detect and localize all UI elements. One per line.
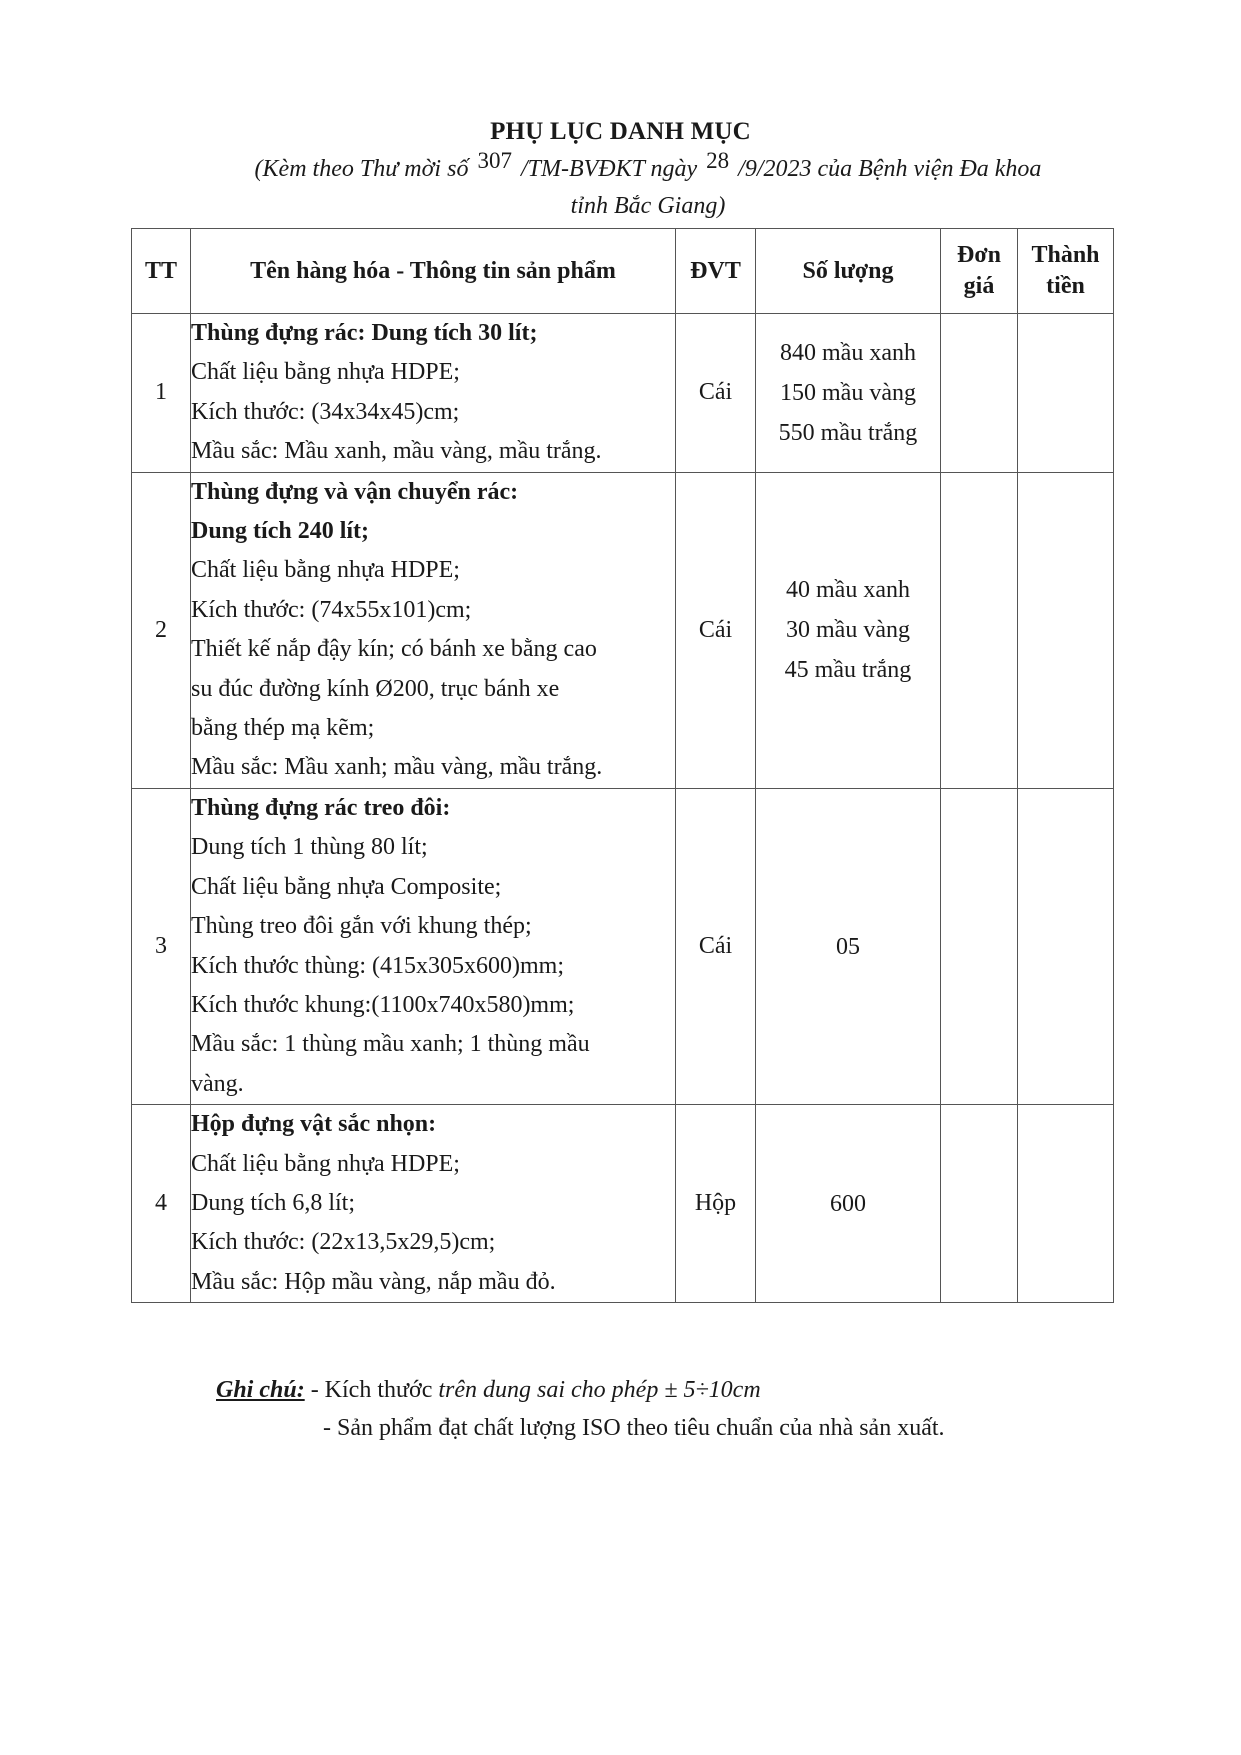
subtitle-part2: /TM-BVĐKT ngày — [520, 156, 698, 182]
product-spec-line: Dung tích 1 thùng 80 lít; — [191, 834, 428, 861]
cell-description — [191, 1105, 676, 1303]
product-spec-line: Chất liệu bằng nhựa HDPE; — [191, 359, 460, 386]
quantity-line: 30 mầu vàng — [786, 617, 910, 644]
quantity-line: 550 mầu trắng — [778, 419, 918, 446]
letter-day: 28 — [706, 148, 730, 173]
product-spec-line: Thùng treo đôi gắn với khung thép; — [191, 913, 532, 940]
cell-total — [1018, 788, 1114, 1104]
header-unit-price-line1: Đơn — [957, 242, 1001, 268]
product-spec-line: Chất liệu bằng nhựa HDPE; — [191, 1150, 460, 1177]
product-name-line: Dung tích 240 lít; — [191, 518, 370, 545]
product-spec-line: vàng. — [191, 1070, 244, 1097]
cell-quantity — [756, 1105, 941, 1303]
subtitle-line2: tỉnh Bắc Giang) — [570, 193, 726, 219]
cell-tt: 3 — [132, 788, 191, 1104]
table-row — [132, 314, 1114, 473]
product-spec-line: Chất liệu bằng nhựa HDPE; — [191, 557, 460, 584]
product-name-line: Thùng đựng rác treo đôi: — [191, 794, 451, 821]
product-spec-line: bằng thép mạ kẽm; — [191, 715, 375, 742]
product-name-line: Thùng đựng rác: Dung tích 30 lít; — [191, 320, 538, 346]
quantity-line: 40 mầu xanh — [786, 577, 910, 604]
cell-quantity — [756, 314, 941, 473]
product-spec-line: Mầu sắc: Mầu xanh, mầu vàng, mầu trắng. — [191, 438, 602, 465]
header-total — [1018, 229, 1114, 314]
cell-quantity — [756, 472, 941, 788]
product-table — [131, 228, 1114, 1303]
header-total-line1: Thành — [1031, 242, 1100, 268]
cell-unit-price — [941, 788, 1018, 1104]
quantity-line: 840 mầu xanh — [780, 339, 916, 366]
header-unit-price-line2: giá — [963, 273, 995, 299]
table-header-row — [132, 229, 1114, 314]
product-spec-line: Mầu sắc: 1 thùng mầu xanh; 1 thùng mầu — [191, 1031, 590, 1058]
table-row — [132, 788, 1114, 1104]
cell-description — [191, 472, 676, 788]
table-row — [132, 1105, 1114, 1303]
note-line1-italic: trên dung sai cho phép ± 5÷10cm — [438, 1377, 761, 1403]
note-label: Ghi chú: — [216, 1377, 305, 1403]
quantity-line: 05 — [836, 933, 860, 960]
cell-unit-price — [941, 314, 1018, 473]
header-tt: TT — [132, 229, 191, 314]
subtitle-part3: /9/2023 của Bệnh viện Đa khoa — [738, 156, 1042, 182]
product-spec-line: Thiết kế nắp đậy kín; có bánh xe bằng cao — [191, 636, 597, 663]
header-unit: ĐVT — [676, 229, 756, 314]
subtitle-part1: (Kèm theo Thư mời số — [254, 156, 469, 182]
cell-quantity — [756, 788, 941, 1104]
product-spec-line: su đúc đường kính Ø200, trục bánh xe — [191, 675, 560, 702]
note — [216, 1370, 761, 1410]
cell-unit: Cái — [676, 788, 756, 1104]
cell-total — [1018, 314, 1114, 473]
header-name: Tên hàng hóa - Thông tin sản phẩm — [191, 229, 676, 314]
table-body — [132, 314, 1114, 1303]
note-line1-prefix: - Kích thước — [310, 1377, 433, 1403]
product-spec-line: Chất liệu bằng nhựa Composite; — [191, 873, 502, 900]
product-spec-line: Mầu sắc: Hộp mầu vàng, nắp mầu đỏ. — [191, 1268, 556, 1295]
cell-unit-price — [941, 472, 1018, 788]
cell-tt: 4 — [132, 1105, 191, 1303]
cell-total — [1018, 472, 1114, 788]
cell-total — [1018, 1105, 1114, 1303]
quantity-line: 45 mầu trắng — [784, 657, 912, 684]
cell-description — [191, 788, 676, 1104]
product-spec-line: Kích thước: (74x55x101)cm; — [191, 596, 472, 623]
cell-unit: Cái — [676, 314, 756, 473]
quantity-line: 600 — [830, 1190, 866, 1217]
product-name-line: Thùng đựng và vận chuyển rác: — [191, 478, 519, 505]
subtitle — [198, 150, 1098, 225]
note-line2: - Sản phẩm đạt chất lượng ISO theo tiêu chuẩn của nhà sản xuất. — [323, 1415, 945, 1441]
product-spec-line: Kích thước: (22x13,5x29,5)cm; — [191, 1229, 496, 1256]
product-spec-line: Kích thước khung:(1100x740x580)mm; — [191, 991, 575, 1018]
header-quantity: Số lượng — [756, 229, 941, 314]
cell-unit: Cái — [676, 472, 756, 788]
cell-unit-price — [941, 1105, 1018, 1303]
header-total-line2: tiền — [1046, 273, 1085, 299]
product-spec-line: Kích thước: (34x34x45)cm; — [191, 398, 460, 425]
header-unit-price — [941, 229, 1018, 314]
cell-tt: 2 — [132, 472, 191, 788]
table-row — [132, 472, 1114, 788]
product-spec-line: Kích thước thùng: (415x305x600)mm; — [191, 952, 564, 979]
cell-description — [191, 314, 676, 473]
product-spec-line: Dung tích 6,8 lít; — [191, 1189, 355, 1216]
quantity-line: 150 mầu vàng — [780, 379, 916, 406]
cell-tt: 1 — [132, 314, 191, 473]
cell-unit: Hộp — [676, 1105, 756, 1303]
product-spec-line: Mầu sắc: Mầu xanh; mầu vàng, mầu trắng. — [191, 754, 603, 781]
product-name-line: Hộp đựng vật sắc nhọn: — [191, 1111, 437, 1138]
letter-number: 307 — [477, 148, 512, 173]
page-title: PHỤ LỤC DANH MỤC — [490, 118, 751, 145]
